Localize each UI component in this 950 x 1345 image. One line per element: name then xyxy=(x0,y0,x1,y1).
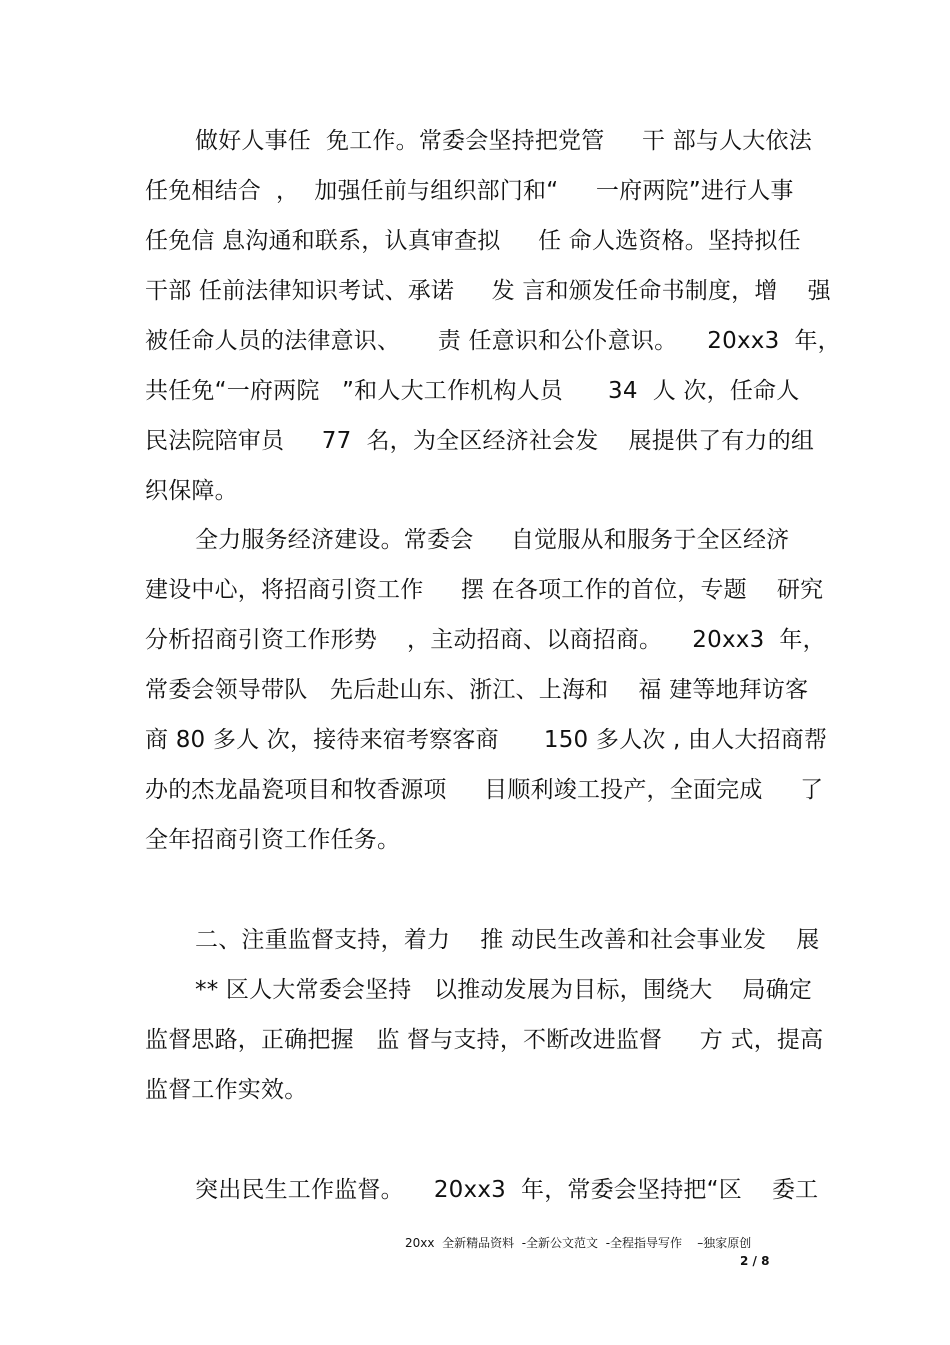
text-line-7: 民法院陪审员 77 名，为全区经济社会发 展提供了有力的组 xyxy=(145,428,815,454)
text-line-12: 常委会领导带队 先后赴山东、浙江、上海和 福 建等地拜访客 xyxy=(145,677,809,703)
text-line-2: 任免相结合 ， 加强任前与组织部门和“ 一府两院”进行人事 xyxy=(145,178,794,204)
text-line-4: 干部 任前法律知识考试、承诺 发 言和颁发任命书制度，增 强 xyxy=(145,278,831,304)
text-line-19: 监督工作实效。 xyxy=(145,1077,308,1103)
text-line-6: 共任免“一府两院 ”和人大工作机构人员 34 人 次，任命人 xyxy=(145,378,800,404)
text-line-1: 做好人事任 免工作。常委会坚持把党管 干 部与人大依法 xyxy=(195,128,812,154)
text-line-5: 被任命人员的法律意识、 责 任意识和公仆意识。 20xx3 年， xyxy=(145,328,841,354)
text-line-18: 监督思路，正确把握 监 督与支持，不断改进监督 方 式，提高 xyxy=(145,1027,824,1053)
text-line-15: 全年招商引资工作任务。 xyxy=(145,827,401,853)
text-line-14: 办的杰龙晶瓷项目和牧香源项 目顺利竣工投产，全面完成 了 xyxy=(145,777,824,803)
section-heading: 二、注重监督支持，着力 推 动民生改善和社会事业发 展 xyxy=(195,927,820,953)
text-line-9: 全力服务经济建设。常委会 自觉服从和服务于全区经济 xyxy=(195,527,790,553)
footer-text: 20xx 全新精品资料 -全新公文范文 -全程指导写作 –独家原创 xyxy=(405,1236,752,1250)
text-line-11: 分析招商引资工作形势 ，主动招商、以商招商。 20xx3 年， xyxy=(145,627,826,653)
text-line-3: 任免信 息沟通和联系，认真审查拟 任 命人选资格。坚持拟任 xyxy=(145,228,801,254)
text-line-8: 织保障。 xyxy=(145,478,238,504)
text-line-17: ** 区人大常委会坚持 以推动发展为目标，围绕大 局确定 xyxy=(195,977,813,1003)
page-number: 2 / 8 xyxy=(740,1254,770,1268)
text-line-20: 突出民生工作监督。 20xx3 年，常委会坚持把“区 委工 xyxy=(195,1177,819,1203)
text-line-10: 建设中心，将招商引资工作 摆 在各项工作的首位，专题 研究 xyxy=(145,577,824,603)
text-line-13: 商 80 多人 次，接待来宿考察客商 150 多人次 , 由人大招商帮 xyxy=(145,727,828,753)
